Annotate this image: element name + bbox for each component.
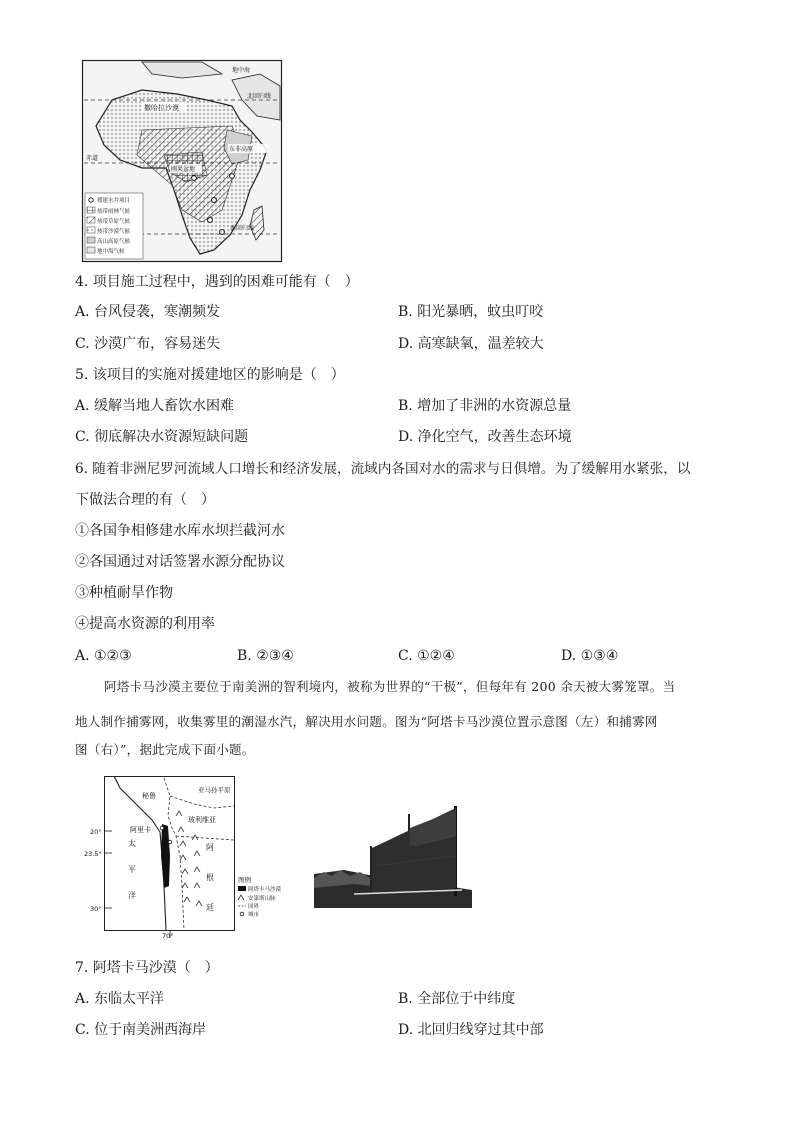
lat-label-23: 23.5° [84, 850, 102, 858]
q4-stem: 4. 项目施工过程中，遇到的困难可能有（ ） [75, 274, 359, 290]
argentina-char-1: 阿 [206, 843, 214, 852]
bolivia-label: 玻利维亚 [188, 816, 216, 824]
argentina-char-3: 廷 [206, 903, 214, 912]
arica-label: 阿里卡 [130, 826, 151, 834]
q5-option-c[interactable]: C. 彻底解决水资源短缺问题 [75, 429, 249, 445]
tropic-north-label: 北回归线 [247, 93, 272, 100]
east-africa-label: 东非高原 [229, 146, 254, 153]
q7-option-c[interactable]: C. 位于南美洲西海岸 [75, 1022, 207, 1038]
q7-option-b[interactable]: B. 全部位于中纬度 [398, 991, 516, 1007]
lat-label-30: 30° [90, 905, 102, 913]
legend-item: 安第斯山脉 [248, 896, 276, 902]
legend-item: 高山高原气候 [97, 239, 131, 245]
q7-option-a[interactable]: A. 东临太平洋 [75, 991, 165, 1007]
amazon-label: 亚马孙平原 [198, 786, 231, 794]
q4-option-c[interactable]: C. 沙漠广布，容易迷失 [75, 336, 221, 352]
q5-option-a[interactable]: A. 缓解当地人畜饮水困难 [75, 398, 235, 414]
legend-item: 热带草原气候 [97, 219, 131, 225]
q4-option-a[interactable]: A. 台风侵袭，寒潮频发 [75, 304, 221, 320]
q6-item-3: ③种植耐旱作物 [75, 585, 173, 601]
lon-label-70: 70° [162, 932, 174, 940]
argentina-char-2: 根 [206, 873, 214, 882]
q7-option-d[interactable]: D. 北回归线穿过其中部 [398, 1022, 544, 1038]
africa-climate-map [82, 60, 282, 262]
q6-item-2: ②各国通过对话签署水源分配协议 [75, 554, 285, 570]
q6-item-1: ①各国争相修建水库水坝拦截河水 [75, 523, 285, 539]
congo-label: 刚果盆地 [171, 166, 196, 173]
q4-option-d[interactable]: D. 高寒缺氧，温差较大 [398, 336, 544, 352]
pacific-char-3: 洋 [128, 891, 136, 900]
legend-item: 援建水井项目 [97, 198, 131, 204]
africa-legend [85, 193, 143, 259]
legend-item: 地中海气候 [97, 249, 125, 255]
peru-label: 秘鲁 [142, 792, 156, 800]
legend-item: 国界 [248, 904, 260, 910]
passage-line-3: 图（右）”，据此完成下面小题。 [75, 742, 255, 757]
legend-item: 热带雨林气候 [97, 209, 131, 215]
sahara-label: 撒哈拉沙漠 [144, 104, 179, 112]
q6-option-c[interactable]: C. ①②④ [398, 648, 455, 664]
mediterranean-label: 地中海 [232, 67, 251, 74]
passage-line-2: 地人制作捕雾网，收集雾里的潮湿水汽，解决用水问题。图为“阿塔卡马沙漠位置示意图（左）和捕雾网 [75, 714, 658, 729]
q6-option-d[interactable]: D. ①③④ [561, 648, 619, 664]
q6-option-b[interactable]: B. ②③④ [237, 648, 294, 664]
q5-stem: 5. 该项目的实施对援建地区的影响是（ ） [75, 367, 345, 383]
passage-line-1: 阿塔卡马沙漠主要位于南美洲的智利境内，被称为世界的“干极”，但每年有 200 余天被大雾笼罩。当 [104, 679, 676, 694]
equator-label: 赤道 [86, 155, 99, 162]
q6-stem-line1: 6. 随着非洲尼罗河流域人口增长和经济发展，流域内各国对水的需求与日俱增。为了缓解用水紧张，以 [75, 461, 691, 477]
atacama-legend [238, 875, 282, 918]
atacama-location-map [84, 776, 282, 940]
pacific-char-2: 平 [128, 865, 136, 874]
q6-stem-line2: 下做法合理的有（ ） [75, 492, 215, 508]
q5-option-d[interactable]: D. 净化空气，改善生态环境 [398, 429, 572, 445]
q6-option-a[interactable]: A. ①②③ [75, 648, 132, 664]
pacific-char-1: 太 [128, 839, 136, 848]
legend-item: 阿塔卡马沙漠 [248, 887, 282, 893]
q5-option-b[interactable]: B. 增加了非洲的水资源总量 [398, 398, 572, 414]
q6-item-4: ④提高水资源的利用率 [75, 616, 215, 632]
tropic-south-label: 南回归线 [230, 225, 255, 232]
legend-item: 城市 [248, 912, 260, 918]
q7-stem: 7. 阿塔卡马沙漠（ ） [75, 960, 219, 976]
lat-label-20: 20° [90, 828, 102, 836]
legend-item: 热带沙漠气候 [97, 229, 131, 235]
fog-net-photo [314, 806, 472, 908]
legend-title: 图例 [238, 876, 251, 884]
q4-option-b[interactable]: B. 阳光暴晒，蚊虫叮咬 [398, 304, 544, 320]
